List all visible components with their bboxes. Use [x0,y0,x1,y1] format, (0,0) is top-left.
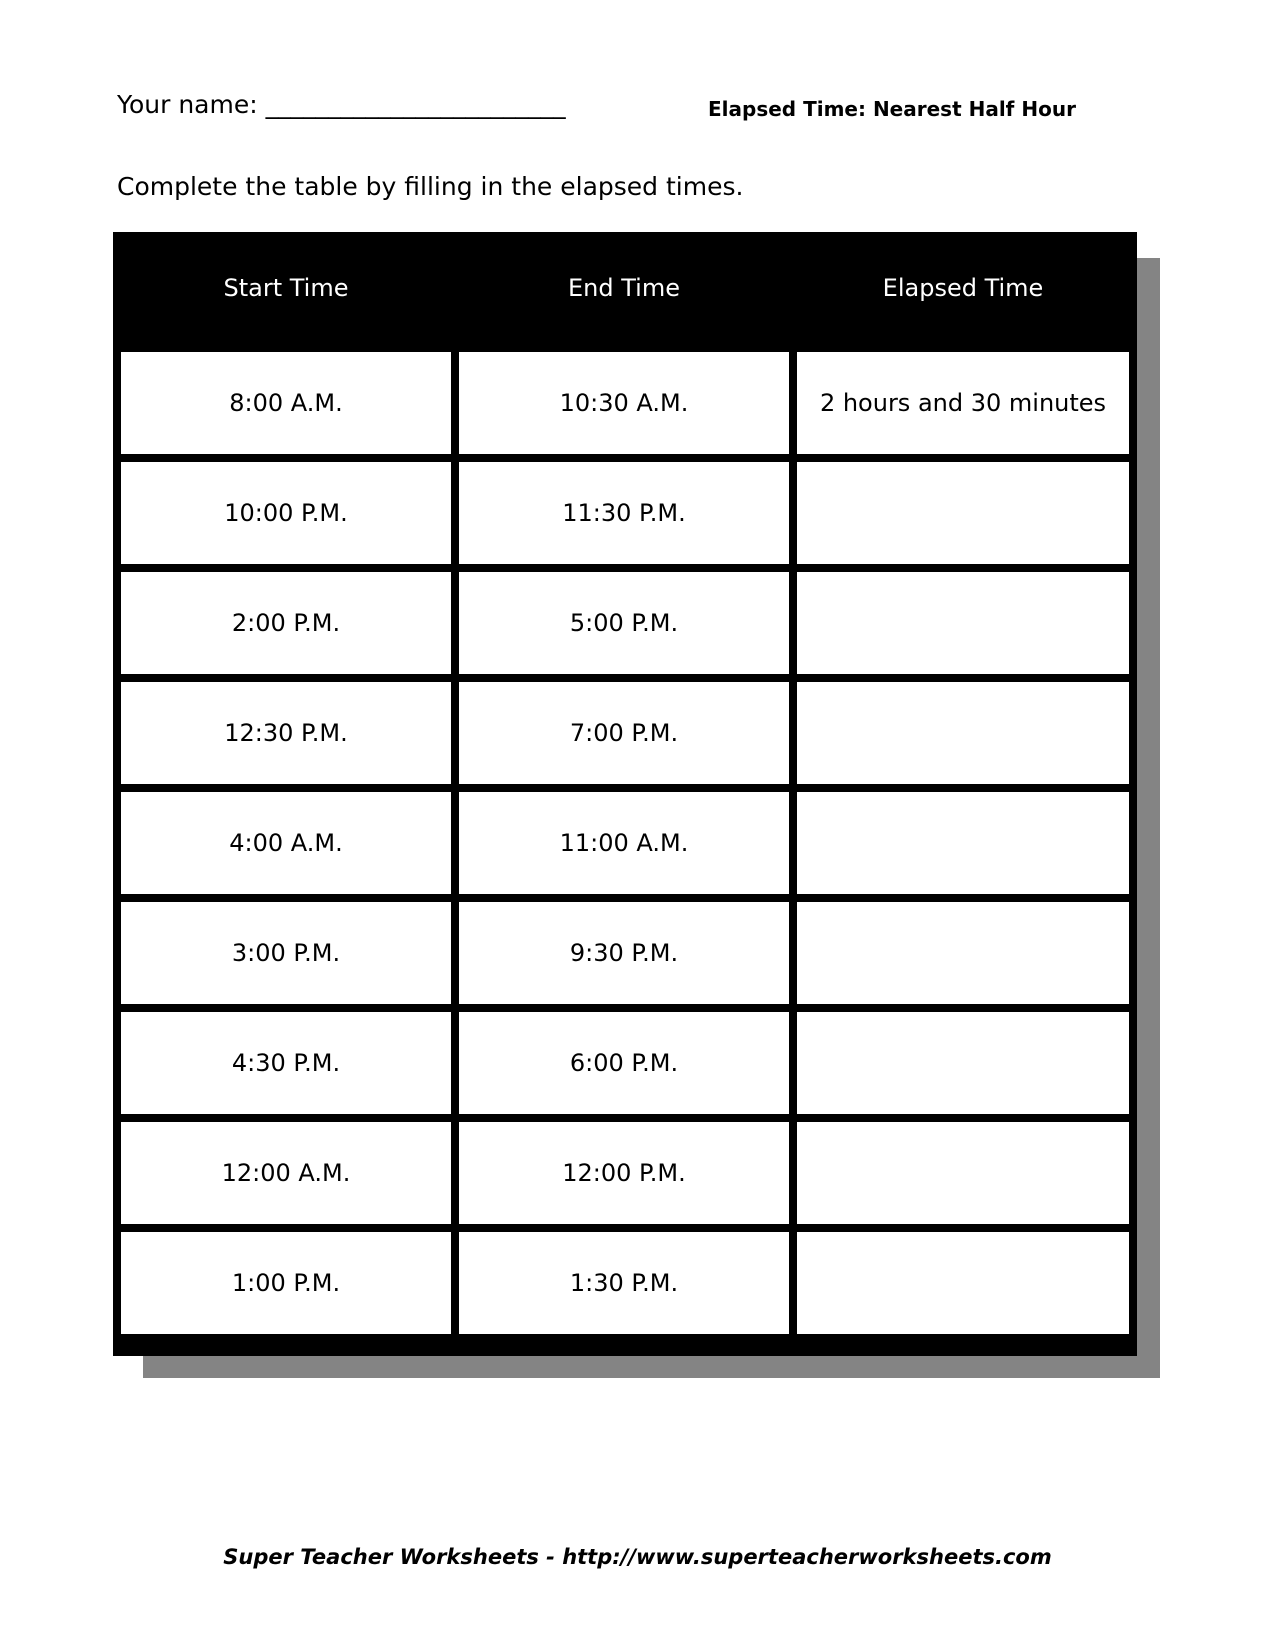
end-time-cell: 11:00 A.M. [459,792,789,894]
elapsed-time-cell[interactable] [797,462,1129,564]
start-time-cell: 12:00 A.M. [121,1122,451,1224]
table-row [121,902,1129,1004]
table-body [121,352,1129,1334]
start-time-cell: 12:30 P.M. [121,682,451,784]
table-row [121,1232,1129,1334]
worksheet-title: Elapsed Time: Nearest Half Hour [708,97,1076,121]
start-time-cell: 8:00 A.M. [121,352,451,454]
elapsed-time-cell[interactable] [797,1232,1129,1334]
end-time-cell: 7:00 P.M. [459,682,789,784]
end-time-cell: 6:00 P.M. [459,1012,789,1114]
name-line: Your name: ________________________ [117,90,566,119]
table-row [121,1012,1129,1114]
elapsed-time-cell[interactable] [797,792,1129,894]
header-end-time: End Time [568,274,680,302]
elapsed-time-table [113,232,1137,1356]
start-time-cell: 2:00 P.M. [121,572,451,674]
elapsed-time-cell[interactable]: 2 hours and 30 minutes [797,352,1129,454]
end-time-cell: 1:30 P.M. [459,1232,789,1334]
table-row [121,682,1129,784]
end-time-cell: 9:30 P.M. [459,902,789,1004]
start-time-cell: 4:30 P.M. [121,1012,451,1114]
table-header-row [121,232,1129,344]
header-elapsed-time: Elapsed Time [882,274,1044,302]
table-row [121,1122,1129,1224]
table-row [121,792,1129,894]
start-time-cell: 10:00 P.M. [121,462,451,564]
elapsed-time-cell[interactable] [797,572,1129,674]
start-time-cell: 1:00 P.M. [121,1232,451,1334]
table-row [121,352,1129,454]
end-time-cell: 10:30 A.M. [459,352,789,454]
footer: Super Teacher Worksheets - http://www.superteacherworksheets.com [223,1545,1052,1569]
header-start-time: Start Time [223,274,349,302]
start-time-cell: 3:00 P.M. [121,902,451,1004]
elapsed-time-cell[interactable] [797,1122,1129,1224]
end-time-cell: 5:00 P.M. [459,572,789,674]
end-time-cell: 12:00 P.M. [459,1122,789,1224]
elapsed-time-cell[interactable] [797,902,1129,1004]
table-row [121,572,1129,674]
elapsed-time-cell[interactable] [797,1012,1129,1114]
elapsed-time-cell[interactable] [797,682,1129,784]
start-time-cell: 4:00 A.M. [121,792,451,894]
instructions: Complete the table by filling in the elapsed times. [117,172,744,201]
end-time-cell: 11:30 P.M. [459,462,789,564]
table-row [121,462,1129,564]
